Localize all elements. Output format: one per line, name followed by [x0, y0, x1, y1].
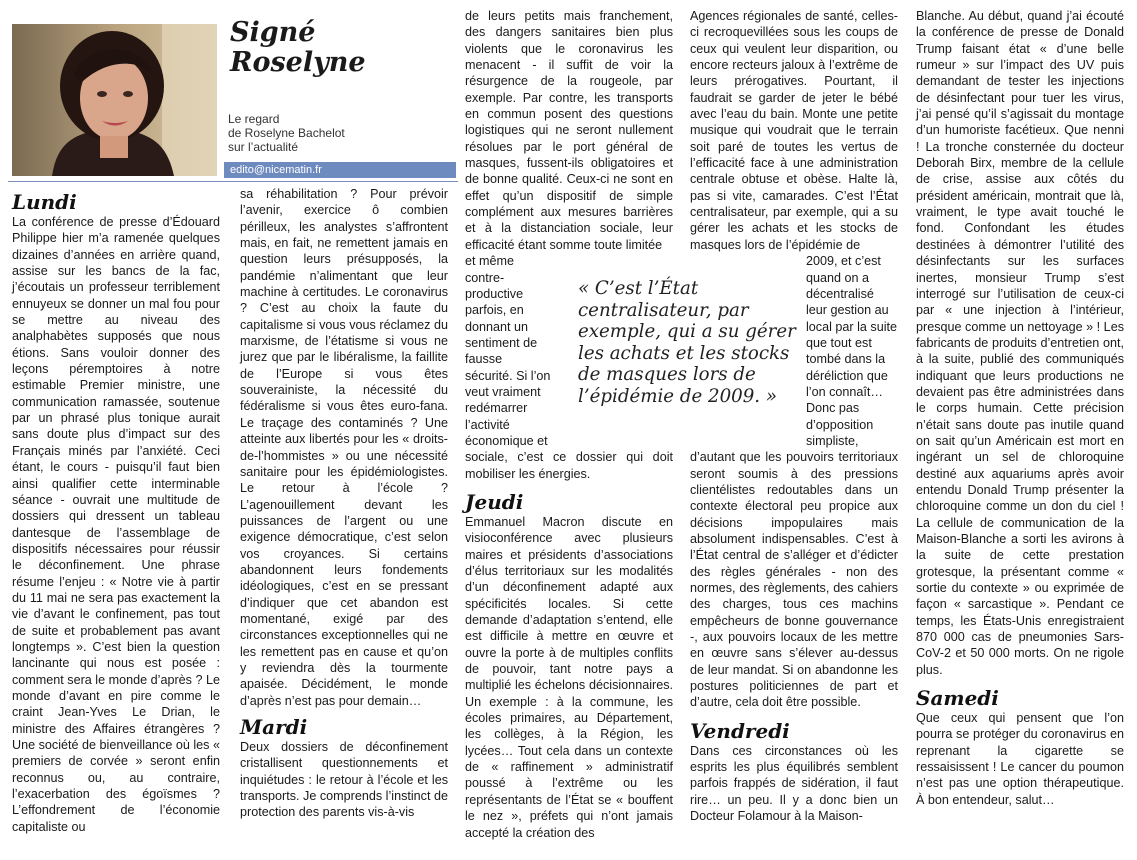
column-3: [465, 8, 673, 841]
text-jeudi-end: d’autant que les pouvoirs territoriaux seront soumis à des pressions clientélistes redoutables dans un contexte électoral peu propice aux décisions impopulaires mais absolument indispensables. C’est à l’État central de s’alléger et d’édicter des règles générales - non des normes, des règlements, des cahiers des charges, tous ces machins empêcheurs de bonne gouvernance -, aux pouvoirs locaux de les mettre en œuvre sans s’élever au-dessus de leur mandat. Si on abandonne les postures politiciennes de part et d’autre, cela doit être possible.: [690, 450, 898, 710]
column-title: [230, 18, 366, 78]
text-samedi: Que ceux qui pensent que l’on pourra se protéger du coronavirus en reprenant la cigarette se ressaisissent ! Le cancer du poumon n’est pas une option thérapeutique. À bon entendeur, salut…: [916, 711, 1124, 807]
text-jeudi-continued: Agences régionales de santé, celles-ci recroquevillées sous les coups de ceux qui veulent leur disparition, ou encore recteurs jaloux à l’extrême de leurs prérogatives. Pourtant, il faudrait se garder de jeter le bébé avec l’eau du bain. Monte une petite musique qui voudrait que le terrain soit paré de toutes les vertus de l’efficacité face à une administration centrale obtuse et obèse. Halte là, pas si vite, camarades. C’est l’État centralisateur, par exemple, qui a su gérer les achats et les stocks de masques lors de l’épidémie de: [690, 9, 898, 252]
day-heading-vendredi: Vendredi: [690, 718, 790, 743]
text-mardi-continued: de leurs petits mais franchement, des dangers sanitaires bien plus violents que le coronavirus les menacent - il suffit de voir la résurgence de la rougeole, par exemple. Par contre, les transports en commun posent des questions logistiques qui ne seront nullement résolues par le port général de masques, fussent-ils obligatoires et de bonne qualité. Ceux-ci ne sont en effet qu’un dispositif de simple complément aux mesures barrières et à la distanciation sociale, leur efficacité étant somme toute limitée: [465, 9, 673, 252]
text-mardi: Deux dossiers de déconfinement cristallisent questionnements et inquiétudes : le retour à l’école et les transports. Je comprends l’instinct de protection des parents vis-à-vis: [240, 740, 448, 820]
pull-quote: « C’est l’État centralisateur, par exemple, qui a su gérer les achats et les stocks de masques lors de l’épidémie de 2009. »: [578, 278, 796, 407]
day-heading-lundi: Lundi: [12, 190, 77, 214]
text-vendredi-continued: Blanche. Au début, quand j’ai écouté la conférence de presse de Donald Trump faisant état « d’une belle rumeur » sur l’impact des UV puis demandant de tester les injections de désinfectant pour tuer les virus, j’ai pensé qu’il s’agissait du montage d’un humoriste facétieux. Que nenni ! La tronche consternée du docteur Deborah Birx, membre de la cellule de crise, assise aux côtés du président américain, montrait que là, vraiment, le type avait touché le fond. Confondant les études destinées à démontrer l’utilité des désinfectants sur les surfaces inertes, monsieur Trump s’est interrogé sur l’utilisation de ceux-ci par « une injection à l’intérieur, presque comme un nettoyage » ! Les fabricants de produits d’entretien ont, à la suite, publié des communiqués indiquant que leurs productions ne devaient pas être administrées dans le corps humain. Cette précision n’était sans doute pas inutile quand on sait qu’un Américain est mort en ingérant un sel de chloroquine destiné aux aquariums après avoir entendu Donald Trump présenter la chloroquine comme un don du ciel ! La cellule de communication de la Maison-Blanche a sorti les avirons à la suite de cette prestation grotesque, la présentant comme « sortie du contexte » ou exprimée de façon « sarcastique ». Pendant ce temps, les États-Unis enregistraient 870 000 cas de pneumonies Sars-CoV-2 et 50 000 morts. On ne rigole plus.: [916, 9, 1124, 677]
subtitle-line-3: sur l’actualité: [228, 140, 299, 154]
day-heading-samedi: Samedi: [916, 686, 999, 711]
text-jeudi: Emmanuel Macron discute en visioconférence avec plusieurs maires et présidents d’associations d’élus territoriaux sur les modalités d’un déconfinement adapté aux spécificités locales. Si cette demande d’adaptation s’entend, elle est difficile à mettre en œuvre et ouvre la porte à de multiples conflits de pouvoir, tant notre pays a multiplié les échelons décisionnaires. Un exemple : à la commune, les écoles primaires, au Département, les collèges, à la Région, les lycées… Tout cela dans un contexte de « raffinement » administratif poussé à l’extrême ou les représentants de l’État se « bouffent le nez », préfets qui n’ont jamais accepté la création des: [465, 514, 673, 840]
title-line-1: Signé: [230, 17, 316, 48]
header-divider: [8, 181, 458, 182]
text-jeudi-narrow: 2009, et c’est quand on a décentralisé leur gestion au local par la suite que tout est tombé dans la déréliction que l’on connaît… Donc pas d’opposition simpliste,: [806, 254, 898, 448]
column-4: [690, 8, 898, 825]
day-heading-jeudi: Jeudi: [465, 489, 524, 514]
text-mardi-narrow: et même contre-productive parfois, en donnant un sentiment de fausse sécurité. Si l’on veut vraiment redémarrer l’activité économique et: [465, 254, 551, 448]
text-lundi: La conférence de presse d’Édouard Philippe hier m’a ramenée quelques dizaines d’années en arrière quand, assise sur les bancs de la fac, j’écoutais un professeur terriblement ennuyeux se donner un mal fou pour se mettre au niveau des analphabètes supposés que nous étions. Sans vouloir donner des leçons péremptoires à notre estimable Premier ministre, une communication ramassée, soutenue par un phrasé plus tonique aurait sans doute plus d’impact sur des Français minés par l’anxiété. Ceci étant, le cours - puisqu’il faut bien ainsi qualifier cette interminable séance - ouvrait une multitude de dossiers qui dressent un tableau dantesque de l’assemblage de dispositifs nécessaires pour réussir le déconfinement. Une phrase résume l’enjeu : « Notre vie à partir du 11 mai ne sera pas exactement la vie d’avant le confinement, pas tout de suite et probablement pas avant longtemps ». C’est bien la question lancinante qui nous est posée : comment sera le monde d’après ? Le monde d’avant en pire comme le craint Jean-Yves Le Drian, le ministre des Affaires étrangères ? Une société de bienveillance où les « premiers de corvée » seront enfin reconnus ou, au contraire, l’exacerbation des égoïsmes ? L’effondrement de l’économie capitaliste ou: [12, 215, 220, 834]
subtitle-line-2: de Roselyne Bachelot: [228, 126, 345, 140]
day-heading-mardi: Mardi: [240, 715, 308, 739]
title-line-2: Roselyne: [230, 47, 366, 78]
column-2: [240, 186, 448, 821]
author-email[interactable]: edito@nicematin.fr: [224, 162, 456, 178]
column-5: [916, 8, 1124, 808]
column-1: [12, 190, 220, 835]
text-mardi-end: sociale, c’est ce dossier qui doit mobiliser les énergies.: [465, 450, 673, 481]
author-photo: [12, 24, 217, 176]
column-subtitle: [228, 112, 345, 154]
text-lundi-continued: sa réhabilitation ? Pour prévoir l’avenir, exercice ô combien périlleux, les analystes s’affrontent mais, en fait, ne remettent jamais en question leurs présupposés, la pandémie n’alimentant que leur machine à certitudes. Le coronavirus ? C’est au choix la faute du capitalisme si vous vous réclamez du marxisme, de l’étatisme si vous ne jurez que par le libéralisme, la faillite de l’Europe si vous êtes souverainiste, la nécessité du fédéralisme si vous êtes euro-fana. Le traçage des contaminés ? Une atteinte aux libertés pour les « droits-de-l’hommistes » ou une nécessité sanitaire pour les épidémiologistes. Le retour à l’école ? L’agenouillement devant les puissances de l’argent ou une exigence démocratique, c’est selon vos croyances. Si certains abandonnent leurs fondements idéologiques, c’est en se pressant d’indiquer que cet abandon est momentané, exigé par des circonstances exceptionnelles qui ne les remettent pas en cause et qu’on y reviendra dès la tourmente apaisée. Décidément, le monde d’après n’est pas pour demain…: [240, 187, 448, 708]
text-vendredi: Dans ces circonstances où les esprits les plus équilibrés semblent parfois frappés de sidération, il faut rire… un peu. Il y a donc bien un Docteur Folamour à la Maison-: [690, 743, 898, 824]
subtitle-line-1: Le regard: [228, 112, 280, 126]
